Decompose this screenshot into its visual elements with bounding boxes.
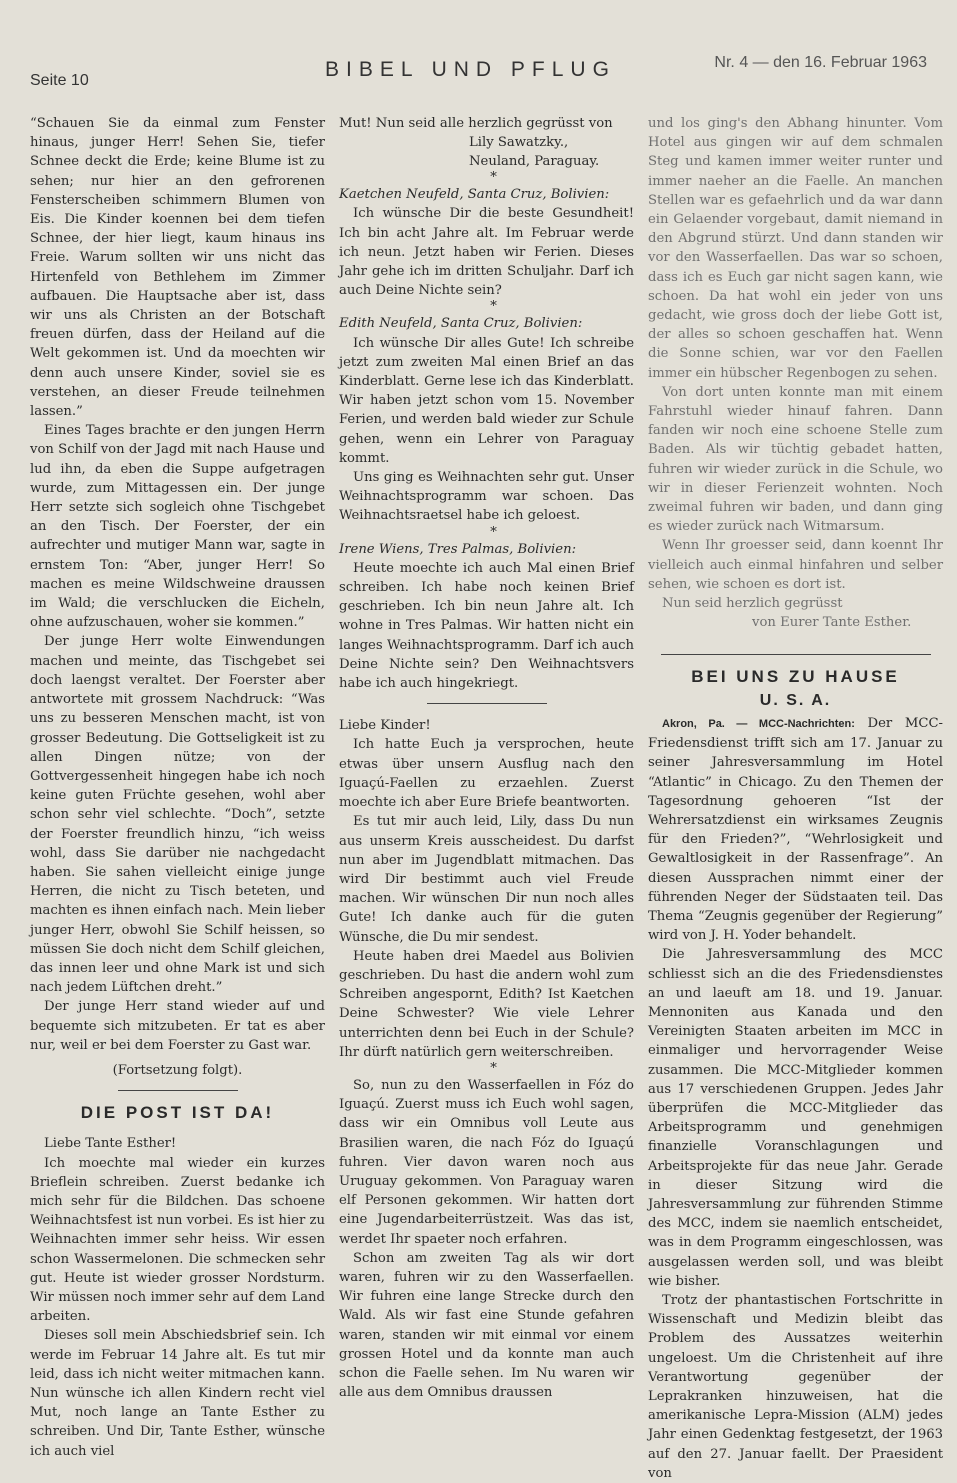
letter-salutation: Liebe Tante Esther! — [44, 1136, 177, 1152]
separator-star: * — [490, 170, 497, 186]
letter-title: Irene Wiens, Tres Palmas, Bolivien: — [339, 541, 577, 557]
page-header — [30, 52, 927, 94]
reply-paragraph: Von dort unten konnte man mit einem Fahrstuhl wieder hinauf fahren. Dann fanden wir noch eine schoene Stelle zum Baden. Als wir tüchtig gebadet hatten, fuhren wir wieder zurück in die Schule, wo wir in dieser Ferienzeit wohnten. Noch zweimal fuhren wir baden, und dann ging es wieder zurück nach Witmarsum. — [648, 384, 943, 535]
story-paragraph: Der junge Herr stand wieder auf und bequemte sich mitzubeten. Er tat es aber nur, weil er bei dem Foerster zu Gast war. — [30, 999, 325, 1053]
section-heading-home: BEI UNS ZU HAUSE — [691, 667, 900, 687]
article-columns — [30, 114, 943, 1481]
story-paragraph: “Schauen Sie da einmal zum Fenster hinaus, junger Herr! Sehen Sie, tiefer Schnee deckt die Erde; keine Blume ist zu sehen; nur hier an den gefrorenen Fensterscheiben schimmern Blumen von Eis. Die Kinder koennen bei dem tiefen Schnee, der hier liegt, kaum hinaus ins Freie. Warum sollten wir uns nicht das Hirtenfeld von Bethlehem im Zimmer aufbauen. Die Hauptsache aber ist, dass wir uns als Christen an der Botschaft freuen dürfen, dass der Heiland auf die Welt gekommen ist. Und da moechten wir denn auch unsere Kinder, soviel sie es verstehen, an dieser Freude teilnehmen lassen.” — [30, 116, 325, 420]
newspaper-title: BIBEL UND PFLUG — [325, 58, 616, 81]
letter-paragraph: Heute moechte ich auch Mal einen Brief schreiben. Ich habe noch keinen Brief geschrieben. Ich bin neun Jahre alt. Ich wohne in Tres Palmas. Wir hatten nicht ein langes Weihnachtsprogramm. Darf ich auch Deine Nichte sein? Den Weihnachtsvers habe ich auch hingekriegt. — [339, 560, 634, 692]
column-3 — [648, 114, 943, 1481]
letter-paragraph: Dieses soll mein Abschiedsbrief sein. Ich werde im Februar 14 Jahre alt. Es tut mir leid, dass ich nicht weiter mitmachen kann. Nun wünsche ich allen Kindern recht viel Mut, noch lange an Tante Esther zu schreiben. Und Dir, Tante Esther, wünsche ich auch viel — [30, 1328, 325, 1459]
letter-signature — [339, 133, 634, 171]
separator-star: * — [490, 524, 497, 540]
reply-paragraph: Wenn Ihr groesser seid, dann koennt Ihr vielleich auch einmal hinfahren und selber sehen, wie schoen es dort ist. — [648, 538, 943, 592]
subsection-heading-usa: U. S. A. — [759, 691, 832, 709]
story-paragraph: Eines Tages brachte er den jungen Herrn von Schilf von der Jagd mit nach Hause und lud ihn, da eben die Suppe aufgetragen wurde, zum Mittagessen ein. Der junge Herr setzte sich sogleich ohne Tischgebet an den Tisch. Der Foerster, der ein aufrechter und mutiger Mann war, sagte in ernstem Ton: “Aber, junger Herr! So machen es meine Wildschweine draussen im Wald; die verschlucken die Eicheln, ohne aufzuschauen, woher sie kommen.” — [30, 423, 325, 631]
divider — [118, 1090, 238, 1091]
column-1 — [30, 114, 325, 1459]
signature-name: Lily Sawatzky., — [469, 135, 569, 151]
news-paragraph: Die Jahresversammlung des MCC schliesst sich an die des Friedensdienstes an und laeuft am 18. und 19. Januar. Mennoniten aus Kanada und den Vereinigten Staaten arbeiten im MCC in einmaliger und hervorragender Weise zusammen. Die MCC-Mitglieder kommen aus 17 verschiedenen Gruppen. Jedes Jahr überprüfen die MCC-Mitglieder das Arbeitsprogramm und genehmigen finanzielle Voranschlagungen und Arbeitsprojekte für das neue Jahr. Gerade in dieser Sitzung wird die Jahresversammlung zur führenden Stimme des MCC, indem sie naemlich entscheidet, was in dem Programm eingeschlossen, was ausgelassen werden soll, und was bleibt wie bisher. — [648, 947, 943, 1289]
section-heading-post: DIE POST IST DA! — [80, 1103, 275, 1123]
reply-paragraph: Es tut mir auch leid, Lily, dass Du nun aus unserm Kreis ausscheidest. Du darfst nun aber im Jugendblatt mitmachen. Das wird Dir bestimmt auch viel Freude machen. Wir wünschen Dir nun noch alles Gute! Ich danke auch für die guten Wünsche, die Du mir sendest. — [339, 814, 634, 945]
reply-paragraph: Heute haben drei Maedel aus Bolivien geschrieben. Du hast die andern wohl zum Schreiben angespornt, Edith? Ist Kaetchen Deine Schwester? Wie viele Lehrer unterrichten denn bei Euch in der Schule? Ihr dürft natürlich gern weiterschreiben. — [339, 948, 634, 1060]
news-paragraph: Der MCC-Friedensdienst trifft sich am 17. Januar zu seiner Jahresversammlung im Hotel “Atlantic” in Chicago. Zu den Themen der Tagesordnung gehoeren “Ist der Wehrersatzdienst ein wirksames Zeugnis für den Frieden?”, “Wehrlosigkeit und Gewaltlosigkeit in der Rassenfrage”. An diesen Aussprachen nimmt einer der führenden Neger der Südstaaten teil. Das Thema “Zeugnis gegenüber der Regierung” wird von J. H. Yoder behandelt. — [648, 715, 943, 944]
news-byline: Akron, Pa. — MCC-Nachrichten: — [662, 717, 855, 730]
letter-title: Edith Neufeld, Santa Cruz, Bolivien: — [339, 316, 583, 332]
continuation-note: (Fortsetzung folgt). — [112, 1062, 243, 1078]
column-2 — [339, 114, 634, 1401]
reply-paragraph: Ich hatte Euch ja versprochen, heute etwas über unsern Ausflug nach den Iguaçú-Faellen zu erzaehlen. Zuerst moechte ich aber Eure Briefe beantworten. — [339, 737, 634, 811]
reply-closing: Nun seid herzlich gegrüsst — [662, 596, 843, 612]
letter-paragraph: Mut! Nun seid alle herzlich gegrüsst von — [339, 116, 613, 131]
reply-salutation: Liebe Kinder! — [339, 718, 431, 734]
reply-signature: von Eurer Tante Esther. — [752, 615, 912, 631]
page-number: Seite 10 — [30, 72, 89, 89]
letter-paragraph: Ich wünsche Dir die beste Gesundheit! Ich bin acht Jahre alt. Im Februar werde ich neun. Jetzt haben wir Ferien. Dieses Jahr gehe ich im dritten Schuljahr. Darf ich auch Deine Nichte sein? — [339, 206, 634, 299]
separator-star: * — [490, 299, 497, 315]
news-paragraph: Trotz der phantastischen Fortschritte in Wissenschaft und Medizin bleibt das Problem des Aussatzes weiterhin ungeloest. Um die Christenheit auf ihre Verantwortung gegenüber der Leprakranken hinzuweisen, hat die amerikanische Lepra-Mission (ALM) jedes Jahr einen Gedenktag festgesetzt, der 1963 auf den 27. Januar faellt. Der Praesident von — [648, 1292, 943, 1481]
separator-star: * — [490, 1060, 497, 1076]
signature-place: Neuland, Paraguay. — [469, 154, 600, 170]
divider — [427, 703, 547, 704]
letter-paragraph: Ich moechte mal wieder ein kurzes Brieflein schreiben. Zuerst bedanke ich mich sehr für die Bildchen. Das schoene Weihnachtsfest ist nun vorbei. Es ist hier zu Weihnachten immer sehr heiss. Wir essen schon Wassermelonen. Die schmecken sehr gut. Heute ist wieder grosser Nordsturm. Wir müssen noch immer sehr auf dem Land arbeiten. — [30, 1155, 325, 1325]
divider — [661, 654, 931, 655]
letter-paragraph: Uns ging es Weihnachten sehr gut. Unser Weihnachtsprogramm war schoen. Das Weihnachtsraetsel habe ich geloest. — [339, 470, 634, 524]
reply-paragraph: So, nun zu den Wasserfaellen in Fóz do Iguaçú. Zuerst muss ich Euch wohl sagen, dass wir ein Omnibus voll Leute aus Brasilien waren, die nach Fóz do Iguaçú fuhren. Vier davon waren noch aus Uruguay gekommen. Von Paraguay waren elf Personen gekommen. Wir hatten dort eine Jugendarbeiterrüstzeit. Was das ist, werdet Ihr spaeter noch erfahren. — [339, 1077, 634, 1247]
issue-date: Nr. 4 — den 16. Februar 1963 — [714, 54, 927, 71]
reply-paragraph: Schon am zweiten Tag als wir dort waren, fuhren wir zu den Wasserfaellen. Wir fuhren eine lange Strecke durch den Wald. Als wir fast eine Stunde gefahren waren, standen wir mit einmal vor einem grossen Hotel und da konnte man auch schon die Faelle sehen. Im Nu waren wir alle aus dem Omnibus draussen — [339, 1250, 634, 1401]
letter-paragraph: Ich wünsche Dir alles Gute! Ich schreibe jetzt zum zweiten Mal einen Brief an das Kinderblatt. Gerne lese ich das Kinderblatt. Wir haben jetzt schon vom 15. November Ferien, und werden bald wieder zur Schule gehen, wenn ein Lehrer von Paraguay kommt. — [339, 335, 634, 466]
letter-title: Kaetchen Neufeld, Santa Cruz, Bolivien: — [339, 187, 610, 203]
reply-paragraph: und los ging's den Abhang hinunter. Vom Hotel aus gingen wir auf dem schmalen Steg und kamen immer weiter runter und immer naeher an die Faelle. An manchen Stellen war es gefaehrlich und da war dann ein Gelaender vorgebaut, damit niemand in den Abgrund stürzt. Und dann standen wir vor den Wasserfaellen. Das war so schoen, dass ich es Euch gar nicht sagen kann, wie schoen. Da hat wohl ein jeder von uns gedacht, wie gross doch der liebe Gott ist, der alles so schoen geschaffen hat. Wenn die Sonne schien, war vor den Faellen immer ein hübscher Regenbogen zu sehen. — [648, 116, 943, 381]
story-paragraph: Der junge Herr wolte Einwendungen machen und meinte, das Tischgebet sei doch laengst veraltet. Der Foerster aber antwortete mit grossem Nachdruck: “Was uns zu besseren Menschen macht, ist von grosser Bedeutung. Die Gottseligkeit ist zu allen Dingen nütze; von der Gottvergessenheit hingegen habe ich noch keine guten Früchte gesehen, wohl aber schon sehr viel schlechte. “Doch”, setzte der Foerster freundlich hinzu, “ich weiss wohl, dass Sie darüber nie nachgedacht haben. Sie sahen vielleicht einige junge Herren, die nicht zu Tisch beteten, und machten es ihnen einfach nach. Mein lieber junger Herr, obwohl Sie Schilf heissen, so müssen Sie doch nicht dem Schilf gleichen, das innen leer und ohne Mark ist und sich nach jedem Lüftchen dreht.” — [30, 634, 325, 996]
